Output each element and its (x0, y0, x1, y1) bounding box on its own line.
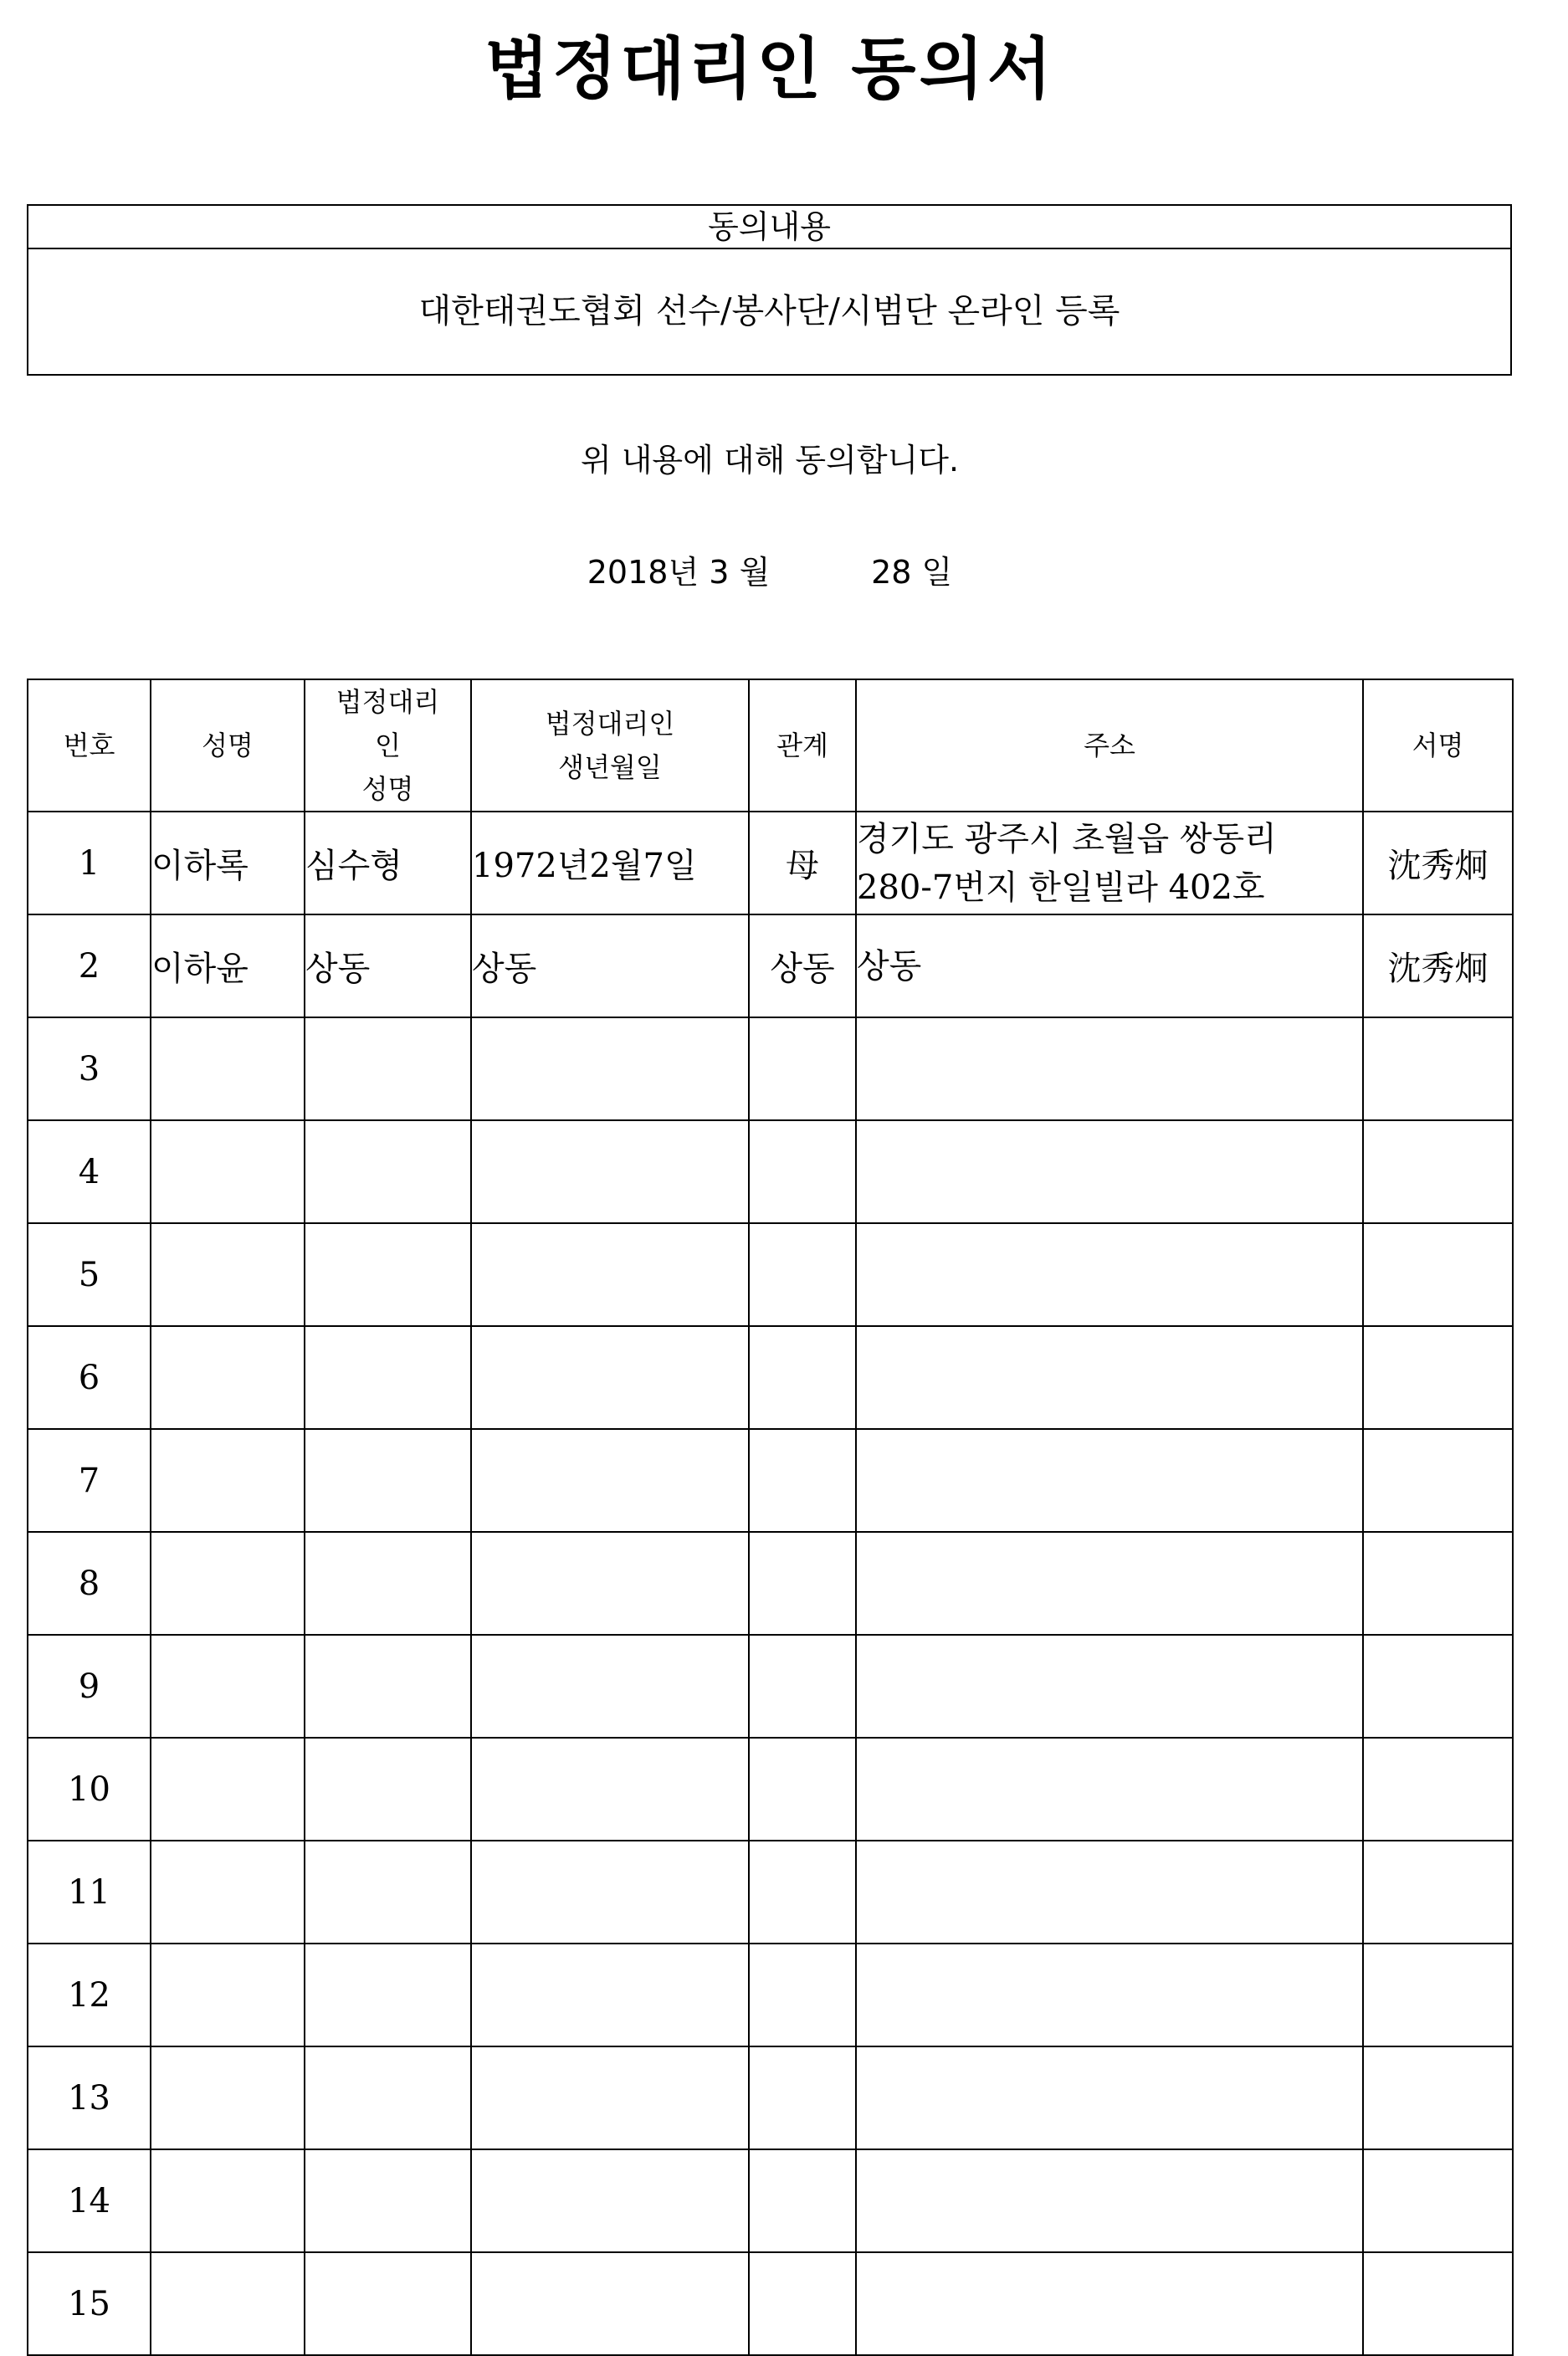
row-address (856, 1635, 1363, 1738)
row-number: 11 (28, 1841, 151, 1944)
row-address (856, 1223, 1363, 1326)
date-month-unit: 월 (739, 554, 771, 591)
row-address (856, 2149, 1363, 2252)
row-number: 3 (28, 1017, 151, 1120)
row-name (151, 1326, 305, 1429)
row-signature (1363, 2149, 1513, 2252)
row-address (856, 812, 1363, 914)
row-address (856, 1120, 1363, 1223)
row-guardian-birth (471, 1017, 749, 1120)
row-address (856, 1841, 1363, 1944)
row-relation (749, 1326, 856, 1429)
row-signature: 沈秀炯 (1363, 812, 1513, 914)
table-row (28, 2149, 1513, 2252)
header-name: 성명 (151, 679, 305, 812)
row-number: 8 (28, 1532, 151, 1635)
row-address (856, 1738, 1363, 1841)
table-row (28, 1429, 1513, 1532)
header-guardian-name-line3: 성명 (361, 773, 414, 805)
row-guardian-name (305, 1017, 471, 1120)
row-signature (1363, 1429, 1513, 1532)
row-signature (1363, 1120, 1513, 1223)
row-relation (749, 1429, 856, 1532)
row-address-line1: 상동 (857, 946, 922, 986)
row-address-line2: 280-7번지 한일빌라 402호 (857, 868, 1265, 907)
date-day-unit: 일 (921, 554, 953, 591)
row-name: 이하윤 (151, 914, 305, 1017)
table-row (28, 1738, 1513, 1841)
row-guardian-birth (471, 1326, 749, 1429)
row-name (151, 1532, 305, 1635)
header-guardian-name-line2: 인 (375, 730, 401, 761)
row-relation (749, 1841, 856, 1944)
row-signature (1363, 1635, 1513, 1738)
table-row (28, 1223, 1513, 1326)
row-relation (749, 2149, 856, 2252)
table-row (28, 1017, 1513, 1120)
row-guardian-name (305, 2252, 471, 2355)
row-relation (749, 1120, 856, 1223)
row-guardian-birth (471, 1429, 749, 1532)
row-guardian-birth (471, 1120, 749, 1223)
row-guardian-birth (471, 1944, 749, 2046)
document-title: 법정대리인 동의서 (484, 30, 1056, 108)
row-name (151, 1944, 305, 2046)
row-guardian-name (305, 2149, 471, 2252)
row-relation: 상동 (749, 914, 856, 1017)
row-guardian-name (305, 1635, 471, 1738)
row-name (151, 1223, 305, 1326)
table-row (28, 1841, 1513, 1944)
row-guardian-name: 심수형 (305, 812, 471, 914)
row-relation (749, 1532, 856, 1635)
row-number: 9 (28, 1635, 151, 1738)
row-guardian-birth (471, 2149, 749, 2252)
row-relation (749, 1944, 856, 2046)
row-guardian-birth (471, 1532, 749, 1635)
row-address-line1: 경기도 광주시 초월읍 쌍동리 (857, 819, 1277, 858)
guardian-table (27, 679, 1514, 2356)
table-row (28, 1326, 1513, 1429)
row-guardian-name (305, 1532, 471, 1635)
consent-box (27, 204, 1512, 376)
row-guardian-birth (471, 1841, 749, 1944)
agree-statement: 위 내용에 대해 동의합니다. (580, 442, 960, 479)
row-number: 13 (28, 2046, 151, 2149)
row-name: 이하록 (151, 812, 305, 914)
table-row (28, 812, 1513, 914)
consent-content: 대한태권도협회 선수/봉사단/시범단 온라인 등록 (418, 292, 1120, 330)
row-number: 15 (28, 2252, 151, 2355)
row-guardian-name (305, 1944, 471, 2046)
table-row (28, 1635, 1513, 1738)
row-guardian-name (305, 1326, 471, 1429)
row-signature (1363, 1223, 1513, 1326)
row-number: 12 (28, 1944, 151, 2046)
row-guardian-birth (471, 1223, 749, 1326)
row-name (151, 1635, 305, 1738)
row-address (856, 914, 1363, 1017)
table-row (28, 1532, 1513, 1635)
row-address (856, 1944, 1363, 2046)
table-row (28, 914, 1513, 1017)
row-number: 4 (28, 1120, 151, 1223)
row-guardian-name (305, 1223, 471, 1326)
row-relation (749, 1223, 856, 1326)
row-signature (1363, 1841, 1513, 1944)
table-row (28, 1944, 1513, 2046)
row-name (151, 2252, 305, 2355)
date-line (0, 547, 1540, 597)
row-guardian-birth: 1972년2월7일 (471, 812, 749, 914)
row-guardian-name (305, 1738, 471, 1841)
row-signature (1363, 1326, 1513, 1429)
row-number: 14 (28, 2149, 151, 2252)
row-relation (749, 2046, 856, 2149)
date-day: 28 (871, 554, 912, 591)
header-guardian-birth-line1: 법정대리인 (545, 708, 675, 740)
date-year: 2018 (587, 554, 669, 591)
date-month: 3 (709, 554, 730, 591)
header-signature: 서명 (1363, 679, 1513, 812)
row-signature (1363, 1532, 1513, 1635)
row-address (856, 1532, 1363, 1635)
row-relation (749, 2252, 856, 2355)
date-year-unit: 년 (668, 554, 699, 591)
header-guardian-name-line1: 법정대리 (336, 686, 440, 718)
row-relation (749, 1017, 856, 1120)
row-name (151, 2046, 305, 2149)
row-relation: 母 (749, 812, 856, 914)
row-number: 1 (28, 812, 151, 914)
row-address (856, 1017, 1363, 1120)
header-address: 주소 (856, 679, 1363, 812)
header-guardian-name (305, 679, 471, 812)
header-guardian-birth-line2: 생년월일 (558, 751, 662, 783)
table-row (28, 1120, 1513, 1223)
row-guardian-name (305, 2046, 471, 2149)
row-signature (1363, 1738, 1513, 1841)
row-guardian-birth (471, 1738, 749, 1841)
header-no: 번호 (28, 679, 151, 812)
row-relation (749, 1738, 856, 1841)
row-name (151, 1738, 305, 1841)
row-guardian-birth (471, 2046, 749, 2149)
row-guardian-birth (471, 2252, 749, 2355)
row-signature (1363, 1944, 1513, 2046)
row-number: 6 (28, 1326, 151, 1429)
row-name (151, 1017, 305, 1120)
header-guardian-birth (471, 679, 749, 812)
row-guardian-name (305, 1429, 471, 1532)
consent-header: 동의내용 (28, 206, 1510, 249)
row-name (151, 1841, 305, 1944)
row-address (856, 1326, 1363, 1429)
row-signature (1363, 2252, 1513, 2355)
row-signature (1363, 2046, 1513, 2149)
table-row (28, 2252, 1513, 2355)
row-name (151, 1429, 305, 1532)
row-name (151, 1120, 305, 1223)
row-guardian-birth: 상동 (471, 914, 749, 1017)
row-address (856, 2252, 1363, 2355)
row-number: 2 (28, 914, 151, 1017)
table-header-row (28, 679, 1513, 812)
row-address (856, 1429, 1363, 1532)
row-name (151, 2149, 305, 2252)
row-address (856, 2046, 1363, 2149)
table-row (28, 2046, 1513, 2149)
header-relation: 관계 (749, 679, 856, 812)
row-signature (1363, 1017, 1513, 1120)
row-signature: 沈秀炯 (1363, 914, 1513, 1017)
row-guardian-name: 상동 (305, 914, 471, 1017)
row-guardian-birth (471, 1635, 749, 1738)
row-relation (749, 1635, 856, 1738)
row-guardian-name (305, 1120, 471, 1223)
row-number: 5 (28, 1223, 151, 1326)
row-number: 7 (28, 1429, 151, 1532)
row-number: 10 (28, 1738, 151, 1841)
row-guardian-name (305, 1841, 471, 1944)
